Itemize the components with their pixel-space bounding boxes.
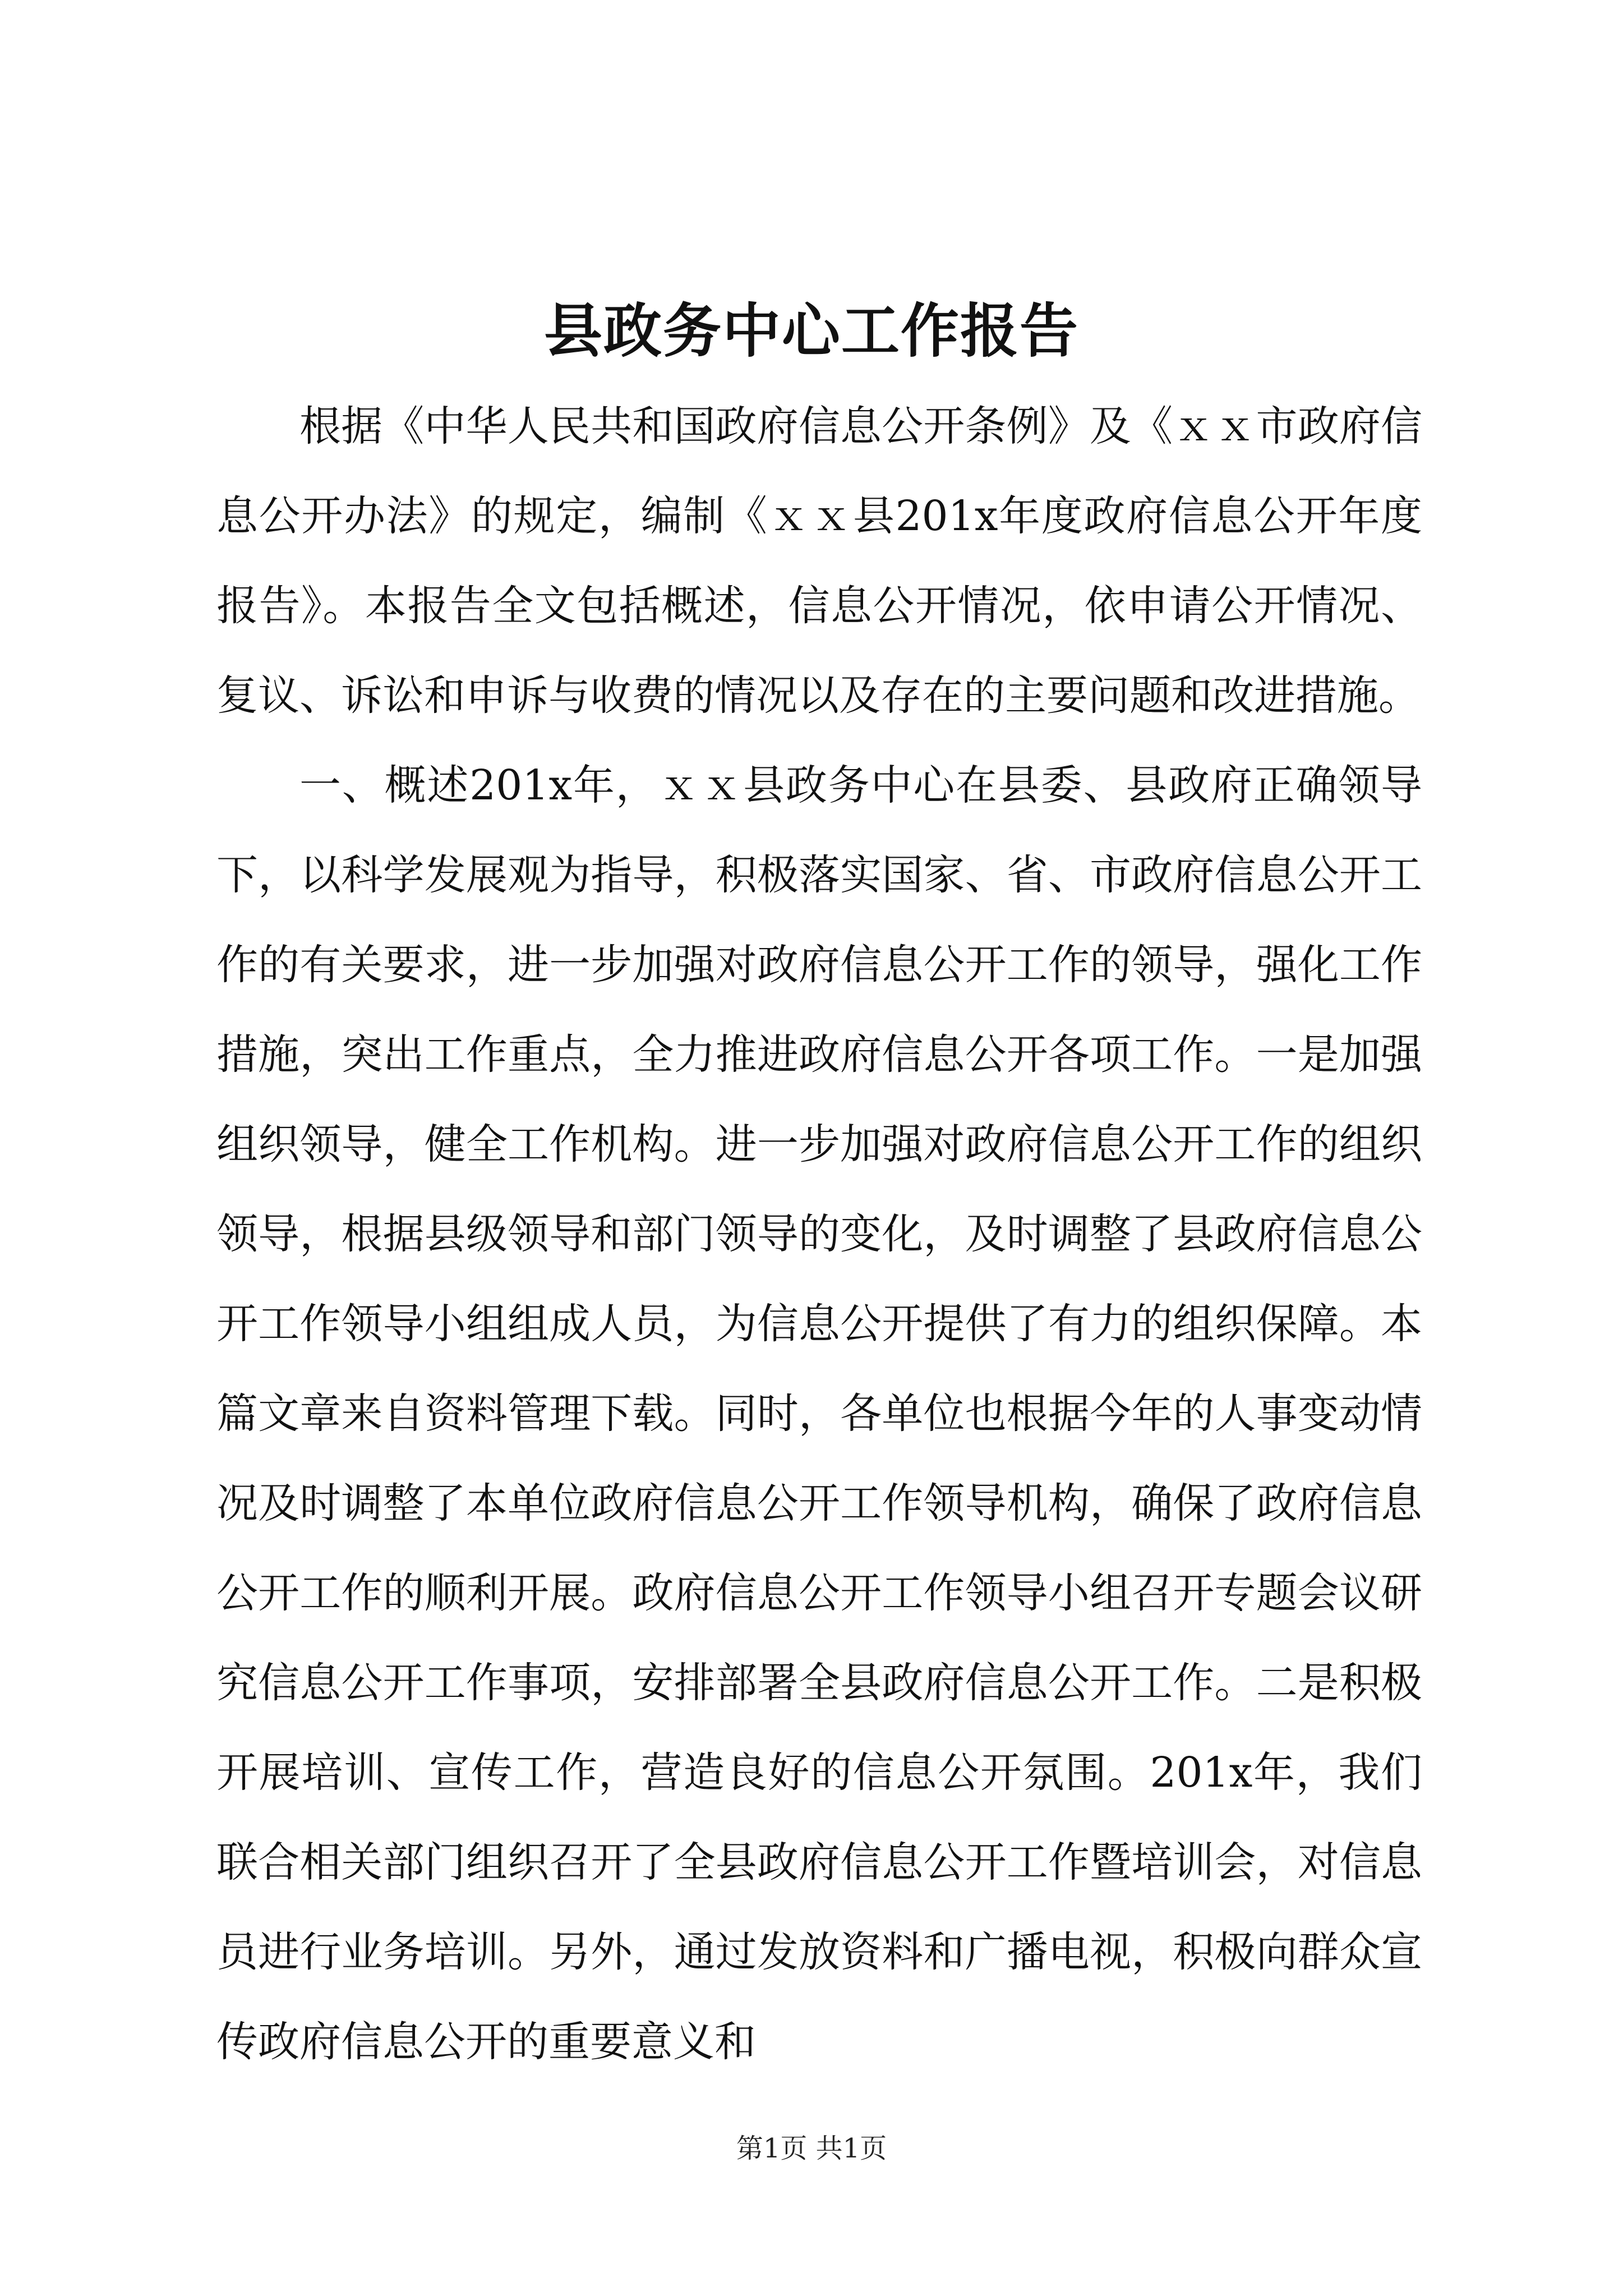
paragraph-overview: 一、概述201x年，ｘｘ县政务中心在县委、县政府正确领导下，以科学发展观为指导，积极落实国家、省、市政府信息公开工作的有关要求，进一步加强对政府信息公开工作的领导，强化工作措施，突出工作重点，全力推进政府信息公开各项工作。一是加强组织领导，健全工作机构。进一步加强对政府信息公开工作的组织领导，根据县级领导和部门领导的变化，及时调整了县政府信息公开工作领导小组组成人员，为信息公开提供了有力的组织保障。本篇文章来自资料管理下载。同时，各单位也根据今年的人事变动情况及时调整了本单位政府信息公开工作领导机构，确保了政府信息公开工作的顺利开展。政府信息公开工作领导小组召开专题会议研究信息公开工作事项，安排部署全县政府信息公开工作。二是积极开展培训、宣传工作，营造良好的信息公开氛围。201x年，我们联合相关部门组织召开了全县政府信息公开工作暨培训会，对信息员进行业务培训。另外，通过发放资料和广播电视，积极向群众宣传政府信息公开的重要意义和 (216, 761, 1422, 2066)
page-number-label: 第1页 共1页 (736, 2133, 887, 2164)
document-body (216, 381, 1422, 2087)
paragraph-intro: 根据《中华人民共和国政府信息公开条例》及《ｘｘ市政府信息公开办法》的规定，编制《ｘｘ县201x年度政府信息公开年度报告》。本报告全文包括概述，信息公开情况，依申请公开情况、复议、诉讼和申诉与收费的情况以及存在的主要问题和改进措施。 (216, 402, 1422, 720)
document-title: 县政务中心工作报告 (543, 296, 1079, 365)
page-footer (0, 2129, 1623, 2168)
